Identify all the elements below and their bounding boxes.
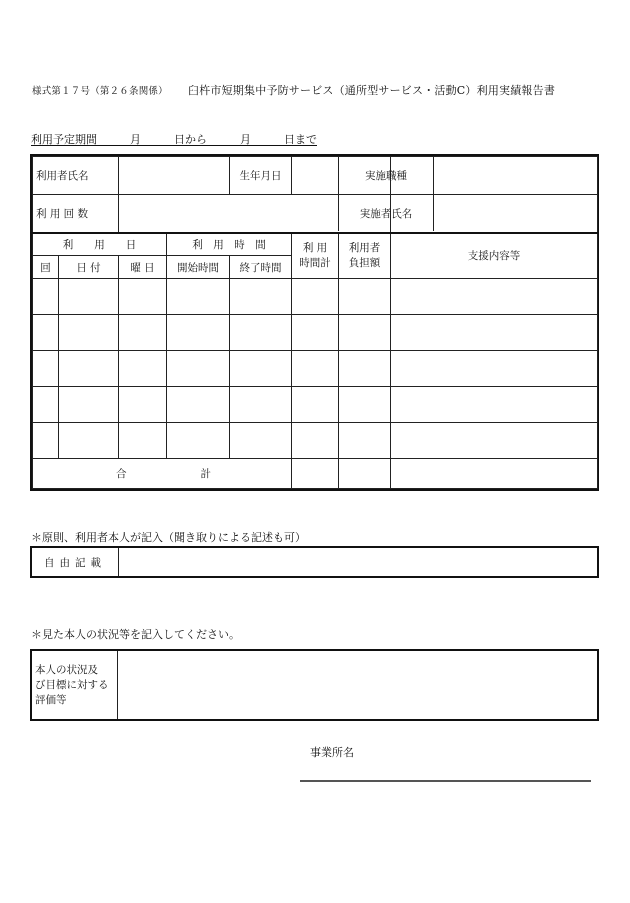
- free-entry-note: ＊原則、利用者本人が記入（聞き取りによる記述も可）: [31, 531, 306, 544]
- office-name-line[interactable]: [300, 780, 591, 782]
- planned-period: 利用予定期間 月 日から 月 日まで: [31, 133, 317, 146]
- start-time-cell[interactable]: [167, 423, 230, 459]
- total-time-sum[interactable]: [292, 459, 339, 489]
- total-time-header: 利 用 時間計: [292, 233, 339, 279]
- implementer-label: 実施者氏名: [338, 195, 433, 231]
- job-type-label: 実施職種: [338, 157, 433, 194]
- usage-record-form: [30, 154, 599, 491]
- weekday-cell[interactable]: [119, 279, 167, 315]
- end-time-cell[interactable]: [230, 387, 292, 423]
- job-type-field[interactable]: [433, 157, 597, 194]
- table-row[interactable]: [33, 351, 598, 387]
- table-row[interactable]: [33, 279, 598, 315]
- user-name-label: 利用者氏名: [33, 157, 119, 195]
- info-row-2: [33, 195, 598, 233]
- date-cell[interactable]: [59, 423, 119, 459]
- date-header: 日 付: [59, 256, 119, 279]
- status-note: ＊見た本人の状況等を記入してください。: [31, 628, 240, 641]
- burden-header: 利用者 負担額: [339, 233, 391, 279]
- total-time-cell[interactable]: [292, 315, 339, 351]
- support-cell[interactable]: [391, 279, 598, 315]
- end-time-header: 終了時間: [230, 256, 292, 279]
- total-time-cell[interactable]: [292, 351, 339, 387]
- end-time-cell[interactable]: [230, 423, 292, 459]
- use-count-label: 利 用 回 数: [33, 195, 119, 233]
- table-row[interactable]: [33, 423, 598, 459]
- start-time-cell[interactable]: [167, 351, 230, 387]
- round-cell[interactable]: [33, 423, 59, 459]
- job-type-cell: [365, 157, 598, 195]
- implementer-cell: [359, 195, 598, 233]
- weekday-cell[interactable]: [119, 315, 167, 351]
- total-row: [33, 459, 598, 489]
- round-cell[interactable]: [33, 387, 59, 423]
- form-number: 様式第１７号（第２６条関係）: [32, 86, 168, 97]
- round-cell[interactable]: [33, 351, 59, 387]
- date-cell[interactable]: [59, 315, 119, 351]
- use-date-group-header: 利 用 日: [33, 233, 167, 256]
- end-time-cell[interactable]: [230, 351, 292, 387]
- support-cell[interactable]: [391, 315, 598, 351]
- free-entry-label: 自由記載: [32, 548, 119, 576]
- end-time-cell[interactable]: [230, 279, 292, 315]
- burden-cell[interactable]: [339, 279, 391, 315]
- date-cell[interactable]: [59, 351, 119, 387]
- date-cell[interactable]: [59, 279, 119, 315]
- total-time-cell[interactable]: [292, 279, 339, 315]
- round-cell[interactable]: [33, 315, 59, 351]
- header-row-1: [33, 233, 598, 256]
- birthdate-label: 生年月日: [230, 157, 292, 195]
- user-name-field[interactable]: [119, 157, 230, 195]
- weekday-cell[interactable]: [119, 351, 167, 387]
- round-header: 回: [33, 256, 59, 279]
- evaluation-box: [30, 649, 599, 721]
- document-title: 臼杵市短期集中予防サービス（通所型サービス・活動C）利用実績報告書: [188, 84, 556, 97]
- table-row[interactable]: [33, 387, 598, 423]
- total-label: 合 計: [33, 459, 292, 489]
- support-cell[interactable]: [391, 387, 598, 423]
- date-cell[interactable]: [59, 387, 119, 423]
- burden-cell[interactable]: [339, 423, 391, 459]
- burden-sum[interactable]: [339, 459, 391, 489]
- support-sum[interactable]: [391, 459, 598, 489]
- total-time-cell[interactable]: [292, 387, 339, 423]
- info-row-1: [33, 157, 598, 195]
- weekday-header: 曜 日: [119, 256, 167, 279]
- start-time-header: 開始時間: [167, 256, 230, 279]
- office-name-label: 事業所名: [310, 746, 354, 759]
- evaluation-field[interactable]: [119, 651, 597, 719]
- table-row[interactable]: [33, 315, 598, 351]
- round-cell[interactable]: [33, 279, 59, 315]
- implementer-field[interactable]: [433, 195, 597, 231]
- free-entry-field[interactable]: [119, 548, 597, 576]
- burden-cell[interactable]: [339, 387, 391, 423]
- support-header: 支援内容等: [391, 233, 598, 279]
- support-cell[interactable]: [391, 423, 598, 459]
- start-time-cell[interactable]: [167, 387, 230, 423]
- evaluation-label: 本人の状況及 び目標に対する 評価等: [32, 651, 118, 719]
- start-time-cell[interactable]: [167, 315, 230, 351]
- total-time-cell[interactable]: [292, 423, 339, 459]
- burden-cell[interactable]: [339, 351, 391, 387]
- burden-cell[interactable]: [339, 315, 391, 351]
- support-cell[interactable]: [391, 351, 598, 387]
- end-time-cell[interactable]: [230, 315, 292, 351]
- weekday-cell[interactable]: [119, 387, 167, 423]
- weekday-cell[interactable]: [119, 423, 167, 459]
- free-entry-box: [30, 546, 599, 578]
- start-time-cell[interactable]: [167, 279, 230, 315]
- use-time-group-header: 利 用 時 間: [167, 233, 292, 256]
